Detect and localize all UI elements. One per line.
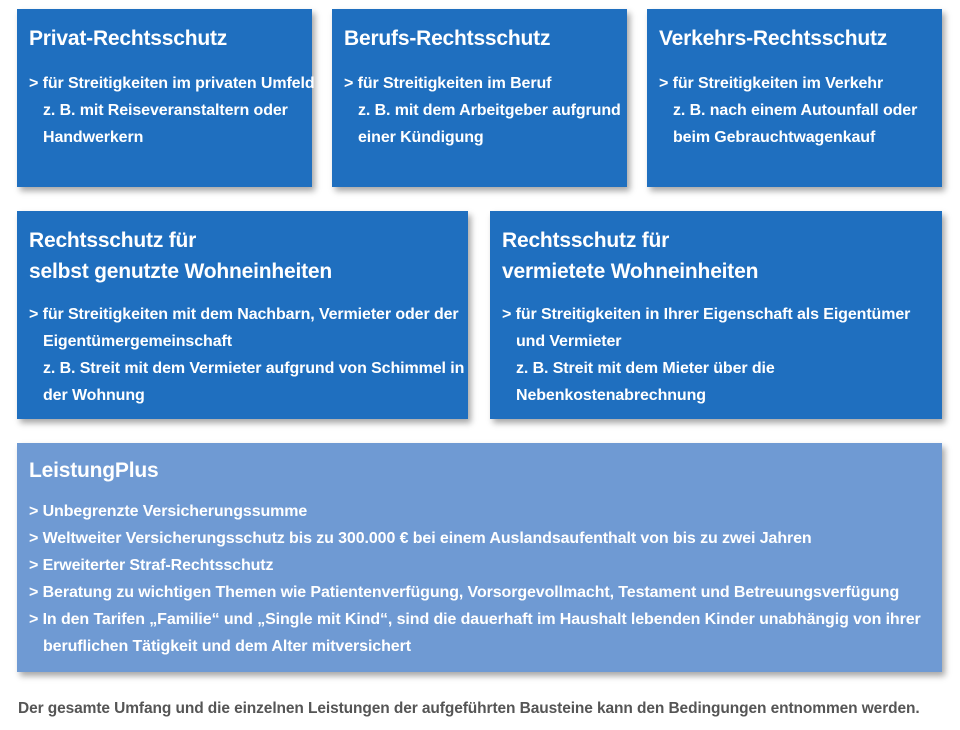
card-privat-rechtsschutz <box>17 9 315 187</box>
card-title: Verkehrs-Rechtsschutz <box>659 27 888 50</box>
card-title: LeistungPlus <box>29 459 159 482</box>
card-bullet: > für Streitigkeiten im Beruf <box>344 75 552 92</box>
card-title: Berufs-Rechtsschutz <box>344 27 551 50</box>
card-title-line1: Rechtsschutz für <box>502 229 670 252</box>
card-bullet: > für Streitigkeiten im Verkehr <box>659 75 884 92</box>
card-selbst-genutzte-wohneinheiten <box>17 211 468 419</box>
card-title-line2: selbst genutzte Wohneinheiten <box>29 260 332 283</box>
list-item: > Weltweiter Versicherungsschutz bis zu 300.000 € bei einem Auslandsaufenthalt von bis zu zwei Jahren <box>29 530 812 547</box>
card-example: z. B. Streit mit dem Mieter über die <box>516 360 775 377</box>
card-example: z. B. mit dem Arbeitgeber aufgrund <box>358 102 621 119</box>
card-bullet: > für Streitigkeiten in Ihrer Eigenschaft als Eigentümer <box>502 306 911 323</box>
card-bullet-cont: Eigentümergemeinschaft <box>43 333 232 350</box>
footnote: Der gesamte Umfang und die einzelnen Leistungen der aufgeführten Bausteine kann den Bedingungen entnommen werden. <box>18 700 920 717</box>
list-item-cont: beruflichen Tätigkeit und dem Alter mitversichert <box>43 638 411 655</box>
card-title <box>502 225 928 287</box>
card-bullet-cont: und Vermieter <box>516 333 622 350</box>
card-verkehrs-rechtsschutz <box>647 9 942 187</box>
card-bullet: > für Streitigkeiten mit dem Nachbarn, Vermieter oder der <box>29 306 459 323</box>
list-item: > Unbegrenzte Versicherungssumme <box>29 503 308 520</box>
card-leistungplus <box>17 443 942 672</box>
card-example-cont: Handwerkern <box>43 129 144 146</box>
card-example: z. B. mit Reiseveranstaltern oder <box>43 102 288 119</box>
card-example: z. B. Streit mit dem Vermieter aufgrund von Schimmel in <box>43 360 465 377</box>
card-title: Privat-Rechtsschutz <box>29 27 228 50</box>
card-example-cont: einer Kündigung <box>358 129 484 146</box>
card-example-cont: Nebenkostenabrechnung <box>516 387 706 404</box>
list-item: > In den Tarifen „Familie“ und „Single mit Kind“, sind die dauerhaft im Haushalt lebenden Kinder unabhängig von ihrer <box>29 611 921 628</box>
list-item: > Beratung zu wichtigen Themen wie Patientenverfügung, Vorsorgevollmacht, Testament und Betreuungsverfügung <box>29 584 900 601</box>
card-title-line1: Rechtsschutz für <box>29 229 197 252</box>
card-example-cont: beim Gebrauchtwagenkauf <box>673 129 876 146</box>
card-title <box>29 225 454 287</box>
card-vermietete-wohneinheiten <box>490 211 942 419</box>
list-item: > Erweiterter Straf-Rechtsschutz <box>29 557 274 574</box>
card-bullet: > für Streitigkeiten im privaten Umfeld <box>29 75 315 92</box>
card-example-cont: der Wohnung <box>43 387 145 404</box>
card-title-line2: vermietete Wohneinheiten <box>502 260 759 283</box>
card-example: z. B. nach einem Autounfall oder <box>673 102 918 119</box>
card-berufs-rechtsschutz <box>332 9 627 187</box>
